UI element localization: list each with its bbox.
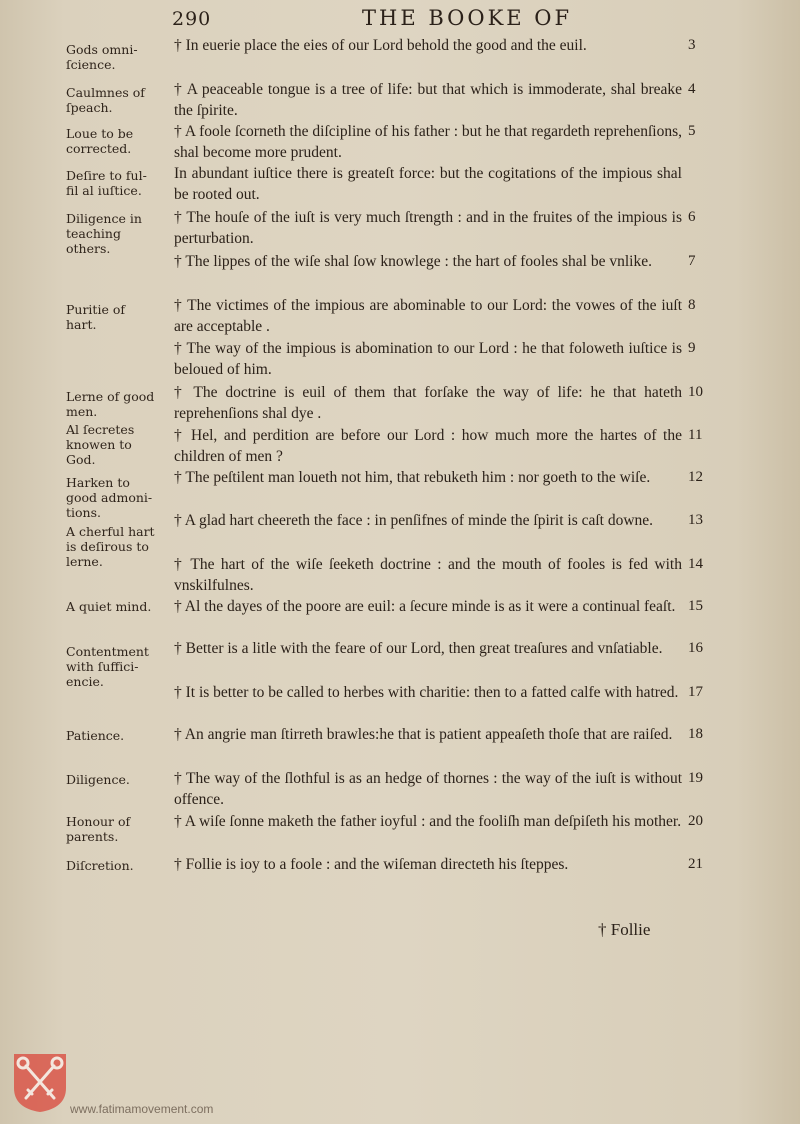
verse-number: 3 <box>688 37 696 53</box>
verse-6: † The houſe of the iuſt is very much ſtrength : and in the fruites of the impious is perturbation. <box>174 209 682 247</box>
verse-number: 11 <box>688 427 703 443</box>
margin-note: Caulmnes of ſpeach. <box>66 85 145 115</box>
verse-7: † The lippes of the wiſe shal ſow knowlege : the hart of fooles shal be vnlike. <box>174 253 652 270</box>
verse-number: 18 <box>688 726 703 742</box>
watermark-url: www.fatimamovement.com <box>70 1102 214 1116</box>
margin-note: Harken to good admoni- tions. <box>66 475 153 520</box>
verse-4: † A peaceable tongue is a tree of life: but that which is immoderate, shal breake the ſpirite. <box>174 81 682 119</box>
margin-note: Puritie of hart. <box>66 302 125 332</box>
verse-number: 20 <box>688 813 703 829</box>
verse-12: † The peſtilent man loueth not him, that rebuketh him : nor goeth to the wiſe. <box>174 469 651 486</box>
margin-note: Deſire to ful- fil al iuſtice. <box>66 168 147 198</box>
verse-3: † In euerie place the eies of our Lord behold the good and the euil. <box>174 37 587 54</box>
verse-15: † Al the dayes of the poore are euil: a ſecure minde is as it were a continual feaſt. <box>174 598 676 615</box>
verse-5: † A foole ſcorneth the diſcipline of his father : but he that regardeth reprehenſions, shal become more prudent. <box>174 123 682 161</box>
verse-number: 5 <box>688 123 696 139</box>
verse-number: 12 <box>688 469 703 485</box>
margin-note: Diligence. <box>66 772 130 787</box>
papal-keys-logo-icon <box>12 1052 68 1114</box>
verse-number: 6 <box>688 209 696 225</box>
verse-5-cont: In abundant iuſtice there is greateſt force: but the cogitations of the impious shal be rooted out. <box>174 165 682 203</box>
verse-number: 16 <box>688 640 703 656</box>
verse-21: † Follie is ioy to a foole : and the wiſeman directeth his ſteppes. <box>174 856 569 873</box>
margin-note: Al ſecretes knowen to God. <box>66 422 135 467</box>
verse-18: † An angrie man ſtirreth brawles:he that is patient appeaſeth thoſe that are raiſed. <box>174 726 673 743</box>
margin-note: A quiet mind. <box>66 599 152 614</box>
verse-16: † Better is a litle with the feare of our Lord, then great treaſures and vnſatiable. <box>174 640 663 657</box>
page-number: 290 <box>172 8 212 30</box>
margin-note: A cherful hart is deſirous to lerne. <box>66 524 155 569</box>
margin-note: Honour of parents. <box>66 814 131 844</box>
verse-13: † A glad hart cheereth the face : in penſifnes of minde the ſpirit is caſt downe. <box>174 512 654 529</box>
verse-number: 10 <box>688 384 703 400</box>
verse-number: 19 <box>688 770 703 786</box>
margin-note: Lerne of good men. <box>66 389 155 419</box>
verse-11: † Hel, and perdition are before our Lord : how much more the hartes of the children of men ? <box>174 427 682 465</box>
verse-number: 7 <box>688 253 696 269</box>
verse-17: † It is better to be called to herbes with charitie: then to a fatted calfe with hatred. <box>174 684 679 701</box>
verse-number: 17 <box>688 684 703 700</box>
verse-10: † The doctrine is euil of them that forſake the way of life: he that hateth reprehenſions shal dye . <box>174 384 682 422</box>
verse-19: † The way of the ſlothful is as an hedge of thornes : the way of the iuſt is without offence. <box>174 770 682 808</box>
verse-9: † The way of the impious is abomination to our Lord : he that foloweth iuſtice is beloued of him. <box>174 340 682 378</box>
verse-number: 21 <box>688 856 703 872</box>
catchword: † Follie <box>598 920 651 939</box>
verse-20: † A wiſe ſonne maketh the father ioyful : and the fooliſh man deſpiſeth his mother. <box>174 813 682 830</box>
running-head: THE BOOKE OF <box>362 6 573 30</box>
verse-8: † The victimes of the impious are abominable to our Lord: the vowes of the iuſt are acceptable . <box>174 297 682 335</box>
verse-number: 8 <box>688 297 696 313</box>
margin-note: Loue to be corrected. <box>66 126 134 156</box>
verse-14: † The hart of the wiſe ſeeketh doctrine : and the mouth of fooles is fed with vnskilfulnes. <box>174 556 682 594</box>
margin-note: Contentment with ſuffici- encie. <box>66 644 149 689</box>
margin-note: Patience. <box>66 728 125 743</box>
verse-number: 4 <box>688 81 696 97</box>
verse-number: 14 <box>688 556 703 572</box>
verse-number: 13 <box>688 512 703 528</box>
margin-note: Gods omni- ſcience. <box>66 42 138 72</box>
verse-number: 15 <box>688 598 703 614</box>
verse-number: 9 <box>688 340 696 356</box>
margin-note: Diligence in teaching others. <box>66 211 142 256</box>
margin-note: Diſcretion. <box>66 858 134 873</box>
